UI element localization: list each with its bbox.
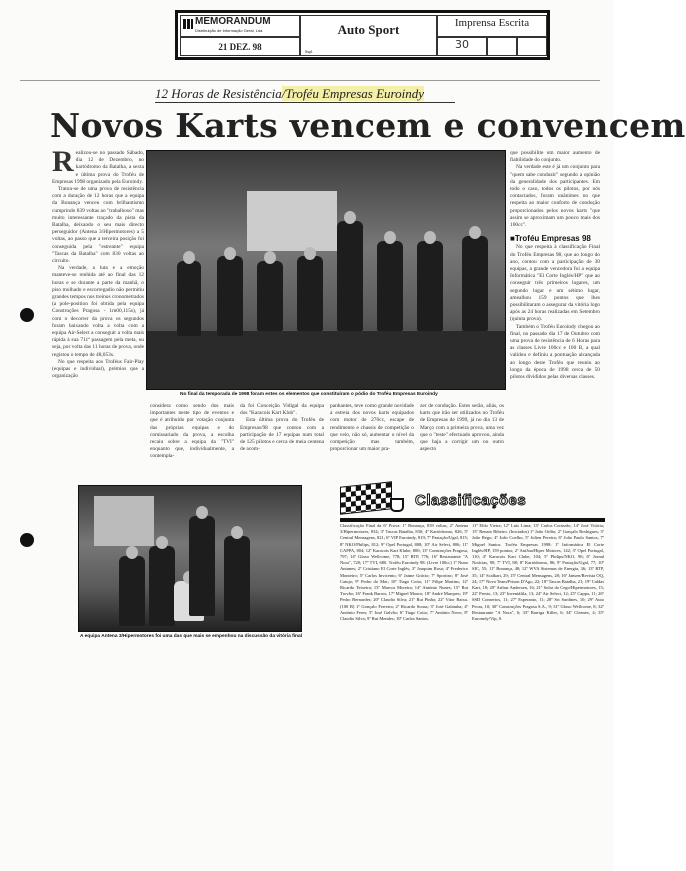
paragraph: zer de condução. Estes serão, aliás, os karts que irão ser utilizados no Troféu de Empresas de 1999, já no dia 13 de Março com a primeira prova, uma vez que o "teste" efectuado aprovou, ainda que haja a corrigir um ou outro aspecto [420, 403, 504, 453]
podium-photo [146, 150, 506, 390]
team-photo [78, 485, 302, 632]
paragraph: Esta última prova do Troféu de Empresas/98 que contou com a participação de 17 equipas num total de 125 pilotos e cerca de meia centena de acom- [240, 417, 324, 453]
mid-column [330, 403, 414, 453]
supl-label: Supl. [305, 49, 314, 54]
photo1-caption: No final da temporada de 1998 foram estes os elementos que constituíram o pódio do Troféu Empresas Euroindy [180, 392, 438, 397]
results-column-1: Classificação Final da 6ª Prova: 1º Bonança, 839 voltas; 2º Antena 3/Hipermotores, 834; 3º Tascas Batalha, 830; 4º Kartódromo, 826; 5º Central Mensagens, 821; 6º VIP Euroindy, 819; 7º Pastação/Ugal, 815; 8º NKO/Philips, 812; 9º Opel Portugal, 808; 10º Air Select, 806; 11º CAPPA, 804; 12º Karacois Kart Klube, 800; 13º Construções Pragosa, 797; 14º Glaxo Wellcome, 778; 15º RTP, 776; 16º Restaurante "A Nora", 720; 17º TVI, 680. Troféu Euroindy 98: (Livre 100cc) 1º Nuno Antunes; 2º Cristiano El Corte Inglés; 3º Joaquim Rosa; 4º Frederico Monteiro; 5º Carlos Invicento; 6º Jaime Grácio; 7º Sportinc; 8º José Catujo; 9º Pedro do Mar; 10º Tiago Coito; 11º Filipe Martins; 12º Ricardo Teixeira; 13º Marcos Moreira; 14º António Nunes; 15º Rui Trovão; 16º Frank Barros; 17º Miguel Mouro; 18º André Marques; 19º Pedro Bernardes; 20º Claudio Silva; 21º Rui Pinho; 22º Vitor Baixa. (100 B) 1º Gonçalo Ferreira; 2º Ricardo Sousa; 3º José Galamba; 4º António Feres; 5º José Galvão; 6º Tiago Coito; 7º António Novo; 8º Claudio Silva; 9º Rui Mendes; 10º Carlos Santos. [340, 523, 468, 622]
classificacoes-header [340, 484, 605, 522]
mid-column [150, 403, 234, 461]
window [247, 191, 337, 251]
paragraph: que possibilite um maior aumento de fiabilidade do conjunto. [510, 150, 600, 164]
results-column-2: 11º Eldo Vieira; 12º Luís Lima; 13º Carlos Cortezão; 14º José Vitória; 15º Renato Ribeiro. (Iniciados) 1º João Orfão; 2º Gonçalo Rodrigues; 3º João Rego; 4º João Coelho; 5º Julien Pereira; 6º João Paulo Santos; 7º Miguel Santos. Troféu Empresas 1998: 1º Informática El Corte Inglés/HP, 159 pontos; 2º Ant3na/Hiper Motores, 142; 3º Opel Portugal, 110; 4º Karacois Kart Clube, 104; 5º Philips/NKO, 96; 6º Jornal Notícias, 90; 7º TVI, 88; 8º Kartódromo, 86; 9º Pastação/Ugal, 77; 10º SIC, 55; 11º Bonança, 48; 12º WVA Sistemas de Energia, 36; 13º RTP, 35; 14º Scalkart, 29; 15º Central Mensagens, 28; 16º Jansen/Revista OQ, 24; 17º Nova Team/Prison D'Ago, 22; 18º Tascas Batalha, 21; 19º Caldas Kart, 18; 20º Arthur Andersen, 16; 21º Solar do Cego/Hipermotores, 15; 22º Presto, 13; 23º Inventáfila, 13; 24º Air Select, 12; 25º Cappa, 11; 26º SSD Consertos, 11; 27º Esperanto, 11; 28º Sri Sardines, 10; 29º Auto Pecas, 10; 30º Construções Pragosa S.A., 9; 31º Glaxo Wellcome, 8; 32º Restaurante "A Nora", 6; 33º Barriga Killer, 6; 34º Cleanex, 4; 35º Euroindy/Vip, 0. [472, 523, 604, 622]
paragraph: No que respeita à classificação Final do Troféu Empresas 98, que ao longo do ano, contou com a participação de 30 equipas, a grande vencedora foi a equipa Informática "El Corte Inglés/HP" que ao conseguir três primeiros lugares, um segundo lugar e um sétimo lugar, amealhou 159 pontos que lhes possibilitaram o assegurar da vitória logo após as 24 horas realizadas em Setembro (quinta prova). [510, 244, 600, 323]
clipping-date: 21 DEZ. 98 [180, 37, 300, 56]
paragraph: Na verdade, a luta e a emoção manteve-se renhida até ao final das 12 horas e se durante a parte da manhã, o piso molhado e escorregadio não permitiu grandes tempos nos treinos cronometrados (a pole-position foi obtida pela equipa Construções Pragosa - 1m00,115s), já com o decorrer da prova os segundos foram baixando volta a volta com a equipa Air-Select a conseguir a volta mais rápida à sua 711ª passagem pela meta, ou seja, por volta das 11 horas de prova, onde registou o tempo de 48,053s. [52, 265, 144, 358]
agency-logo [180, 15, 300, 37]
article-title: Novos Karts vencem e convencem [50, 106, 686, 145]
punch-hole [20, 308, 34, 322]
kicker-part-1: 12 Horas de Resistência [155, 86, 282, 101]
divider [20, 80, 600, 81]
mid-column [240, 403, 324, 453]
window [94, 496, 154, 546]
checkered-flag-icon [340, 481, 392, 514]
right-column [510, 150, 600, 381]
trophy-icon [390, 498, 404, 512]
paragraph: Na verdade este é já um conjunto para "quem sabe conduzir" segundo a opinião da generalidade dos participantes. Em todo o caso, todos os pilotos, por nós contactados, foram unânimes no que respeita ao maior conforto de condução proporcionados pelos novos karts "que assim se aproximam um pouco mais dos 100cc". [510, 164, 600, 229]
blank-cell [517, 37, 547, 56]
mid-column [420, 403, 504, 453]
paragraph: Também o Troféu Euroindy chegou ao final, no passado dia 17 de Outubro com uma prova de resistência de 6 Horas para as classes Livre 100cc e 100 B, a qual validou e definiu a pontuação alcançada ao longo deste Troféu que reuniu ao longo da época de 1998 cerca de 50 pilotos divididos pelas diversas classes. [510, 323, 600, 381]
classificacoes-title: Classificações [415, 492, 527, 509]
paragraph: ealizou-se no passado Sábado, dia 12 de Dezembro, no kartódromo da Batalha, a sexta e última prova do Troféu de Empresas 1998 organizado pela Euroindy. [52, 150, 144, 185]
page-number: 30 [437, 37, 487, 56]
kicker-part-2: /Troféu Empresas Euroindy [281, 86, 425, 101]
agency-name: MEMORANDUM [195, 16, 271, 27]
media-type [437, 15, 547, 37]
paragraph: da foi Conceição Vidigal da equipa dos "Karacois Kart Klub". [240, 403, 324, 417]
publication-name [300, 15, 437, 56]
drop-cap: R [52, 145, 74, 178]
blank-cell [487, 37, 517, 56]
publication-label: Auto Sport [337, 22, 400, 37]
photo2-caption: A equipa Antena 3/Hipermotores foi uma das que mais se empenhou na discussão da vitória final [80, 634, 302, 639]
paragraph: Tratou-se de uma prova de resistência com a duração de 12 horas que a equipa da Bonança venceu com brilhantismo cumprindo 839 voltas ao "trabalhoso" mas muito interessante traçado da pista da Batalha, deixando o seu mais directo perseguidor (Antena 3/Hipermotores) a 5 voltas, ao passo que a terceira posição foi conseguida pela "estreante" equipa "Tascas da Batalha" com 830 voltas ao circuito. [52, 186, 144, 265]
clipping-header [175, 10, 550, 60]
subheading: ■ Troféu Empresas 98 [510, 235, 600, 242]
article-kicker [155, 86, 455, 103]
agency-sub: Distribuição de Informação Geral, Lda [195, 28, 263, 33]
media-type-label: Imprensa Escrita [454, 17, 530, 29]
logo-mark-icon [183, 19, 193, 29]
paragraph: No que respeita aos Troféus Fair-Play (equipas e individual), prémios que a organização [52, 358, 144, 380]
paragraph: panhantes, teve como grande novidade a estreia dos novos karts equipados com motor de 270cc, escape de rendimento e chassis de competição o que veio, não só, aumentar o nível da competição mas também, proporcionar um maior pra- [330, 403, 414, 453]
floor [147, 331, 505, 389]
punch-hole [20, 533, 34, 547]
paragraph: considera como sendo dos mais importantes neste tipo de eventos e que é atribuído por votação conjunta das próprias equipas e do comissariado da prova, a escolha recaiu sobre a equipa da "TVI" enquanto que, individualmente, a contempla- [150, 403, 234, 460]
left-column [52, 145, 144, 381]
